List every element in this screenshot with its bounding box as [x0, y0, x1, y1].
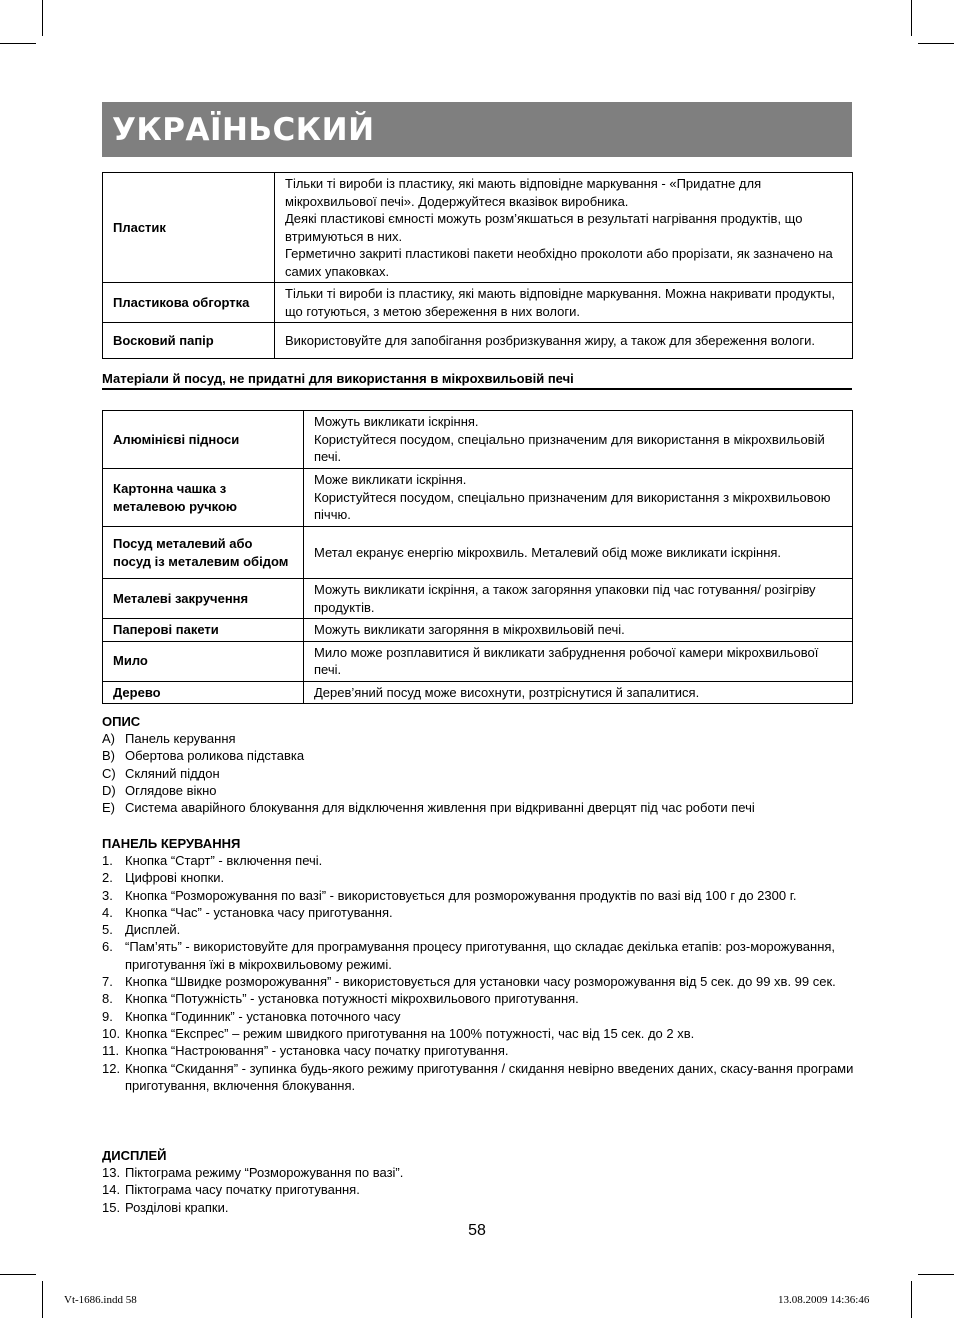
list-item	[102, 887, 854, 904]
list-text: Оглядове вікно	[125, 782, 217, 798]
list-item	[102, 990, 854, 1007]
display-section	[102, 1147, 854, 1216]
list-item	[102, 1025, 854, 1042]
crop-mark	[42, 0, 43, 36]
list-text: Панель керування	[125, 731, 236, 746]
list-marker: 3.	[102, 887, 113, 903]
material-description: Можуть викликати іскріння, а також загоряння упаковки під час готування/ розігріву продуктів.	[304, 579, 853, 619]
list-text: Система аварійного блокування для відключення живлення при відкриванні дверцят під час роботи печі	[125, 800, 755, 816]
display-list	[102, 1164, 854, 1216]
material-name: Дерево	[103, 681, 304, 704]
table-row	[103, 641, 853, 681]
list-marker: 15.	[102, 1199, 121, 1215]
list-marker: 9.	[102, 1008, 113, 1024]
table-row	[103, 579, 853, 619]
list-marker: 7.	[102, 974, 113, 990]
list-item	[102, 1181, 854, 1198]
list-item	[102, 782, 854, 799]
list-item	[102, 765, 854, 782]
list-marker: 10.	[102, 1025, 121, 1041]
list-text: “Пам’ять” - використовуйте для програмування процесу приготування, що складає декілька етапів: роз-морожування, приготування їжі в мікрохвильовому режимі.	[125, 939, 836, 972]
crop-mark	[0, 1274, 36, 1275]
table-row	[103, 681, 853, 704]
suitable-materials-table	[102, 172, 853, 359]
list-item	[102, 730, 854, 747]
crop-mark	[911, 0, 912, 36]
list-item	[102, 869, 854, 886]
list-marker: 2.	[102, 870, 113, 886]
list-marker: 1.	[102, 853, 113, 868]
page-number: 58	[468, 1222, 486, 1239]
list-text: Кнопка “Годинник” - установка поточного часу	[125, 1008, 401, 1024]
display-heading: ДИСПЛЕЙ	[102, 1148, 167, 1163]
list-text: Кнопка “Час” - установка часу приготування.	[125, 904, 393, 920]
list-item	[102, 1042, 854, 1059]
description-heading: ОПИС	[102, 714, 141, 729]
list-text: Кнопка “Потужність” - установка потужності мікрохвильового приготування.	[125, 991, 579, 1007]
material-name: Посуд металевий або посуд із металевим обідом	[103, 527, 304, 579]
table-row	[103, 469, 853, 527]
list-text: Обертова роликова підставка	[125, 748, 305, 764]
table-row	[103, 283, 853, 323]
description-section	[102, 713, 854, 816]
list-item	[102, 921, 854, 938]
crop-mark	[42, 1281, 43, 1318]
list-marker: 5.	[102, 922, 113, 938]
list-marker: 6.	[102, 939, 113, 955]
list-text: Кнопка “Розморожування по вазі” - використовується для розморожування продуктів по вазі від 100 г до 2300 г.	[125, 887, 797, 903]
table-row	[103, 619, 853, 642]
control-panel-heading: ПАНЕЛЬ КЕРУВАННЯ	[102, 836, 241, 851]
list-text: Кнопка “Старт” - включення печі.	[125, 853, 323, 868]
crop-mark	[918, 43, 954, 44]
page-title: УКРАЇНЬСКИЙ	[112, 112, 375, 148]
control-panel-list	[102, 852, 854, 1094]
list-text: Дисплей.	[125, 922, 181, 938]
crop-mark	[918, 1274, 954, 1275]
list-text: Кнопка “Швидке розморожування” - використовується для установки часу розморожування від 5 сек. до 99 хв. 99 сек.	[125, 974, 836, 990]
list-marker: E)	[102, 800, 115, 816]
list-marker: 12.	[102, 1060, 121, 1076]
description-list	[102, 730, 854, 816]
list-item	[102, 1060, 854, 1095]
list-item	[102, 1199, 854, 1216]
list-text: Кнопка “Скидання” - зупинка будь-якого режиму приготування / скидання невірно введених даних, скасу-вання програми приготування, включення блокування.	[125, 1060, 854, 1093]
material-description: Дерев’яний посуд може висохнути, розтріснутися й запалитися.	[304, 681, 853, 704]
control-panel-section	[102, 835, 854, 1094]
material-description: Використовуйте для запобігання розбризкування жиру, а також для збереження вологи.	[275, 323, 853, 359]
list-marker: 13.	[102, 1165, 121, 1180]
language-header-bar	[102, 102, 852, 157]
list-text: Піктограма режиму “Розморожування по вазі”.	[125, 1165, 404, 1180]
list-item	[102, 938, 854, 973]
table-row	[103, 411, 853, 469]
list-text: Скляний піддон	[125, 765, 220, 781]
material-name: Алюмінієві підноси	[103, 411, 304, 469]
list-item	[102, 799, 854, 816]
list-marker: 14.	[102, 1182, 121, 1198]
material-description: Можуть викликати іскріння. Користуйтеся посудом, спеціально призначеним для використання в мікрохвильовій печі.	[304, 411, 853, 469]
list-marker: 8.	[102, 991, 113, 1007]
list-text: Кнопка “Настроювання” - установка часу початку приготування.	[125, 1043, 509, 1059]
material-description: Тільки ті вироби із пластику, які мають відповідне маркування. Можна накривати продукты, що готуються, з метою збереження в них вологи.	[275, 283, 853, 323]
list-text: Піктограма часу початку приготування.	[125, 1182, 360, 1198]
material-name: Пластикова обгортка	[103, 283, 275, 323]
list-item	[102, 904, 854, 921]
list-item	[102, 1008, 854, 1025]
material-name: Металеві закручення	[103, 579, 304, 619]
list-item	[102, 973, 854, 990]
material-name: Мило	[103, 641, 304, 681]
material-description: Мило може розплавитися й викликати забруднення робочої камери мікрохвильової печі.	[304, 641, 853, 681]
material-description: Тільки ті вироби із пластику, які мають відповідне маркування - «Придатне для мікрохвильової печі». Додержуйтеся вказівок виробника. Деякі пластикові ємності можуть розм’якшаться в результаті нагрівання продуктів, що втримуються в них. Герметично закриті пластикові пакети необхідно проколоти або прорізати, як зазначено на самих упаковках.	[275, 173, 853, 283]
list-marker: D)	[102, 782, 116, 798]
file-slug: Vt-1686.indd 58	[64, 1294, 137, 1306]
list-text: Кнопка “Експрес” – режим швидкого приготування на 100% потужності, час від 15 сек. до 2 хв.	[125, 1025, 695, 1041]
unsuitable-materials-caption: Матеріали й посуд, не придатні для використання в мікрохвильовій печі	[102, 371, 852, 390]
list-item	[102, 852, 854, 869]
list-marker: C)	[102, 765, 116, 781]
crop-mark	[911, 1281, 912, 1318]
list-item	[102, 747, 854, 764]
list-text: Цифрові кнопки.	[125, 870, 225, 886]
material-name: Пластик	[103, 173, 275, 283]
unsuitable-materials-table	[102, 410, 853, 704]
list-marker: 11.	[102, 1043, 120, 1059]
list-marker: B)	[102, 748, 115, 764]
material-description: Можуть викликати загоряння в мікрохвильовій печі.	[304, 619, 853, 642]
table-row	[103, 527, 853, 579]
list-text: Розділові крапки.	[125, 1199, 229, 1215]
list-marker: 4.	[102, 904, 113, 920]
material-name: Паперові пакети	[103, 619, 304, 642]
crop-mark	[0, 43, 36, 44]
table-row	[103, 173, 853, 283]
list-item	[102, 1164, 854, 1181]
material-name: Восковий папір	[103, 323, 275, 359]
material-description: Метал екранує енергію мікрохвиль. Металевий обід може викликати іскріння.	[304, 527, 853, 579]
list-marker: A)	[102, 731, 115, 746]
print-timestamp: 13.08.2009 14:36:46	[778, 1294, 870, 1306]
table-row	[103, 323, 853, 359]
material-name: Картонна чашка з металевою ручкою	[103, 469, 304, 527]
material-description: Може викликати іскріння. Користуйтеся посудом, спеціально призначеним для використання з мікрохвильовою піччю.	[304, 469, 853, 527]
